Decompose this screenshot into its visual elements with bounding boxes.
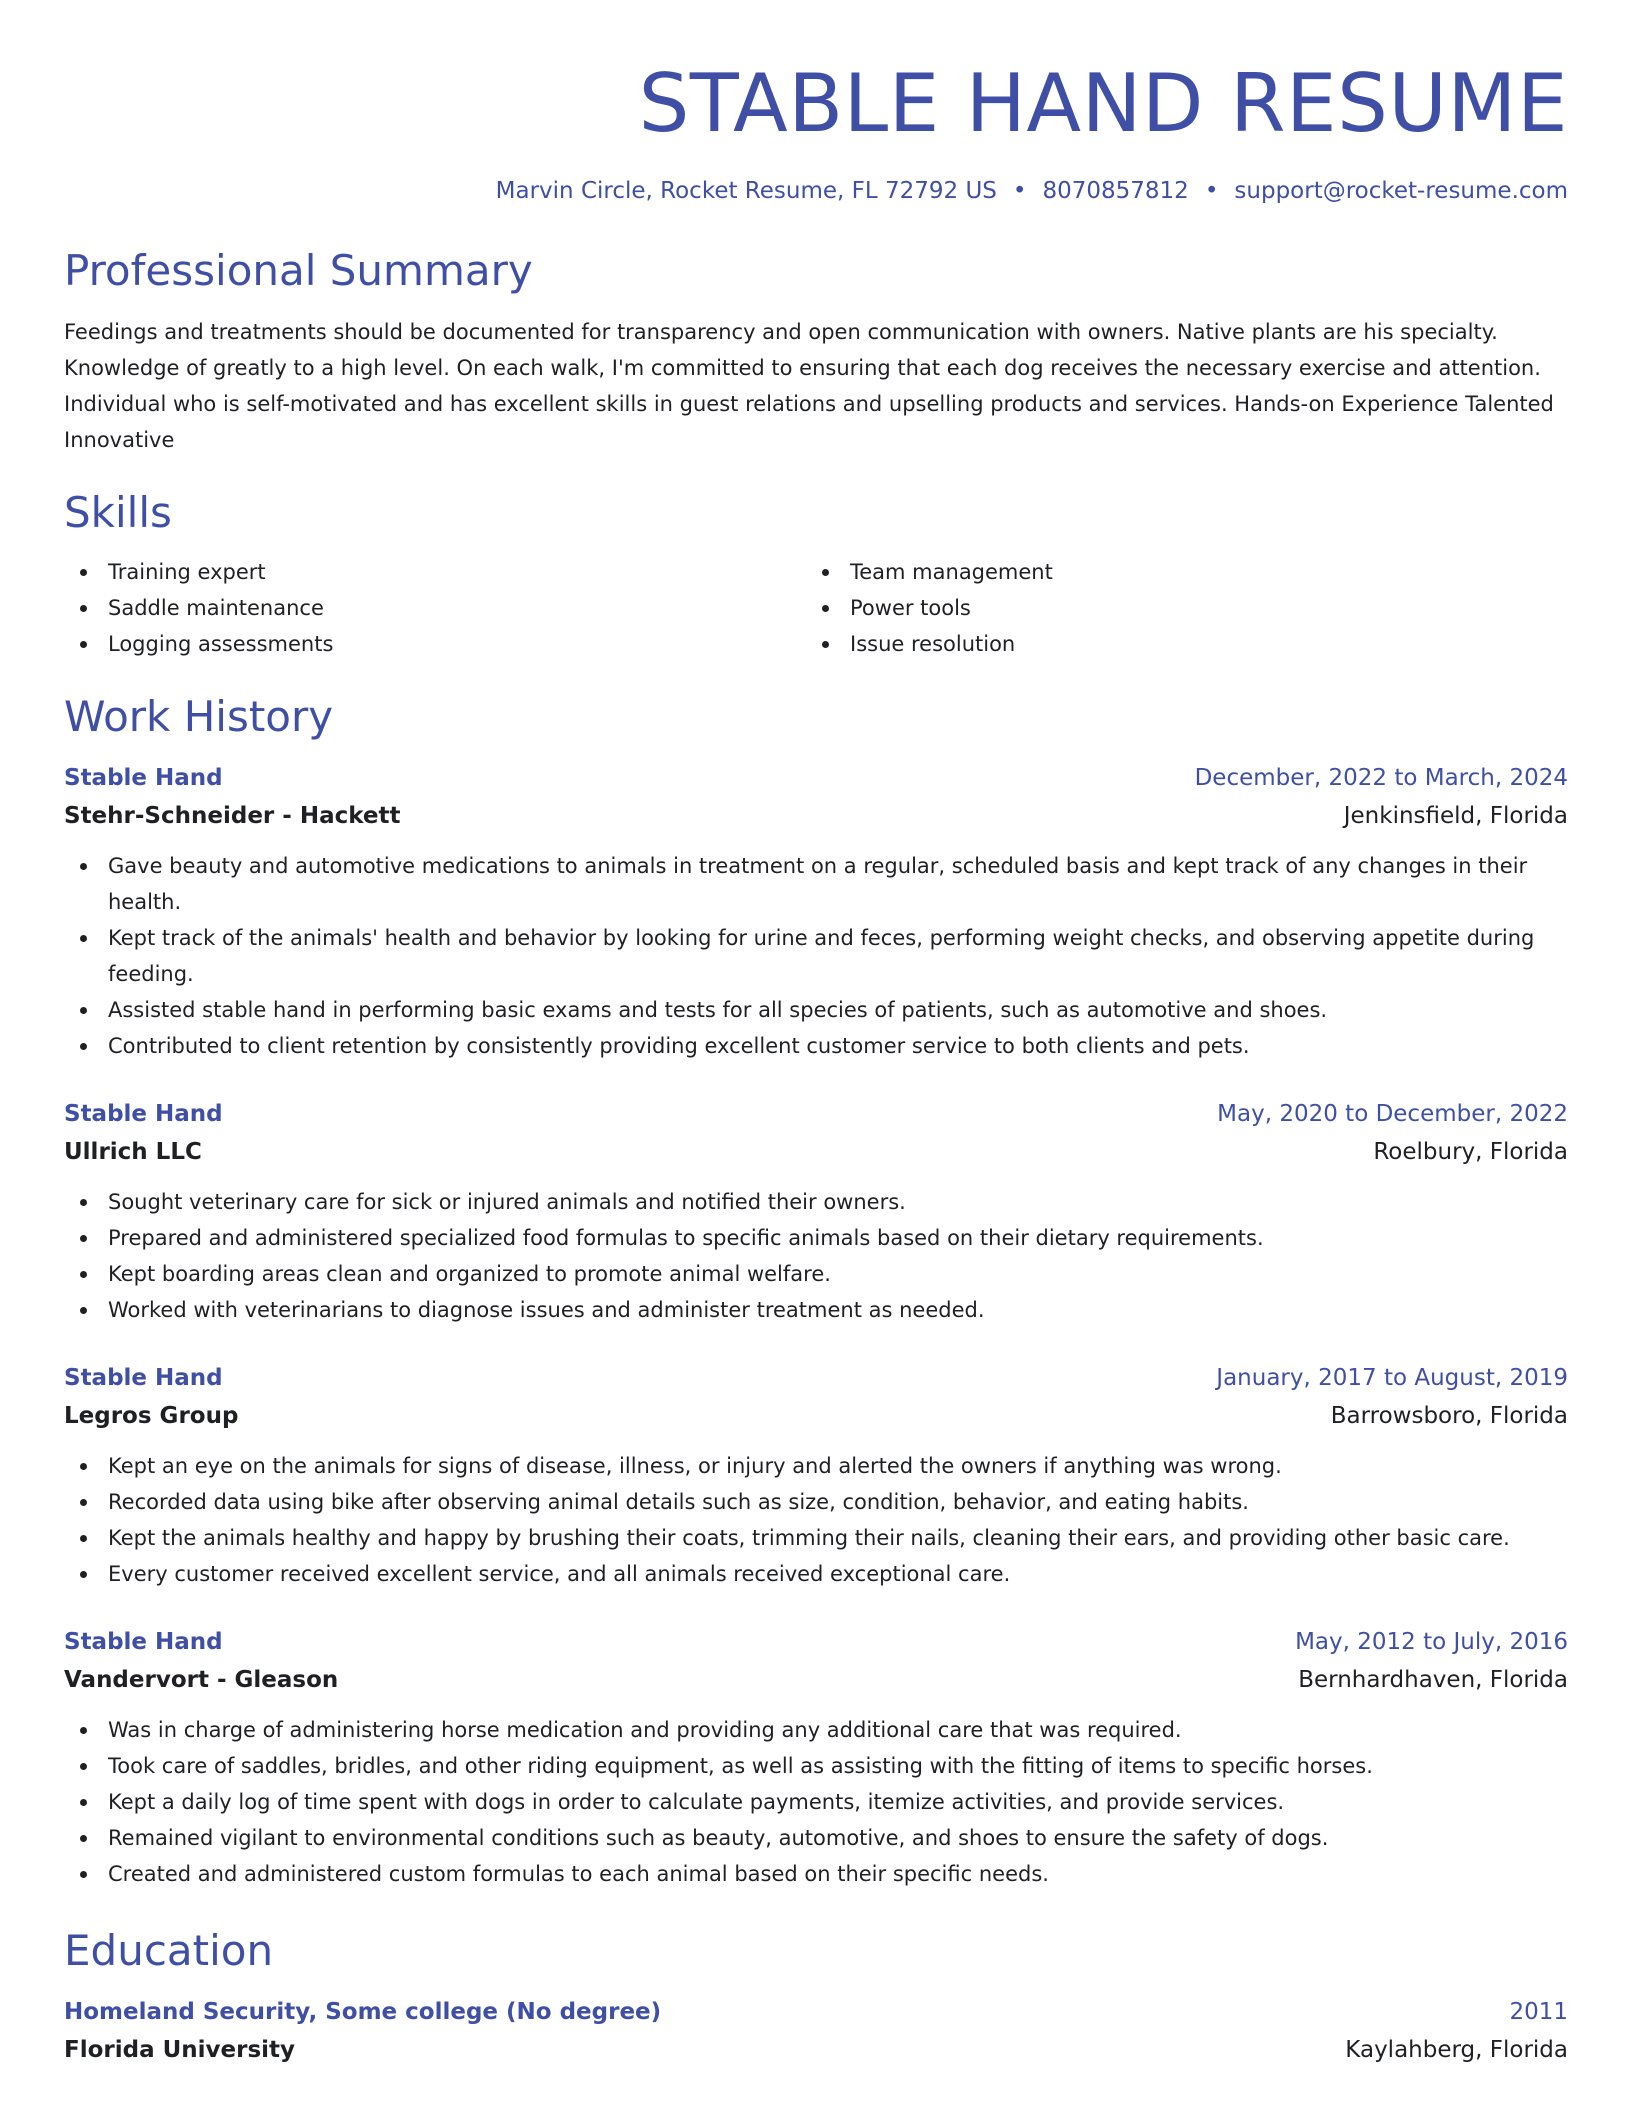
job-bullet: Assisted stable hand in performing basic exams and tests for all species of patients, such as automotive and shoes. <box>64 992 1568 1028</box>
separator: • <box>1204 178 1219 204</box>
skill-item: Issue resolution <box>806 626 1548 662</box>
summary-section <box>64 246 1568 458</box>
job-bullets <box>64 1712 1568 1892</box>
work-history-section <box>64 692 1568 1892</box>
summary-text: Feedings and treatments should be documented for transparency and open communication with owners. Native plants are his specialty. Knowledge of greatly to a high level. On each walk, I'm committed to ensuring that each dog receives the necessary exercise and attention. Individual who is self-motivated and has excellent skills in guest relations and upselling products and services. Hands-on Experience Talented Innovative <box>64 320 1554 452</box>
skills-grid <box>64 554 1568 662</box>
skill-item: Training expert <box>64 554 806 590</box>
company-name: Stehr-Schneider - Hackett <box>64 803 401 829</box>
job-dates: January, 2017 to August, 2019 <box>1216 1365 1568 1391</box>
job-dates: May, 2012 to July, 2016 <box>1295 1629 1568 1655</box>
skill-item: Team management <box>806 554 1548 590</box>
graduation-year: 2011 <box>1509 1999 1568 2025</box>
degree: Homeland Security, Some college (No degree) <box>64 1999 662 2025</box>
job-bullet: Kept an eye on the animals for signs of disease, illness, or injury and alerted the owners if anything was wrong. <box>64 1448 1568 1484</box>
skills-column-left <box>64 554 806 662</box>
contact-line <box>64 176 1568 206</box>
company-name: Vandervort - Gleason <box>64 1667 339 1693</box>
email: support@rocket-resume.com <box>1234 178 1568 204</box>
job-title: Stable Hand <box>64 1629 223 1655</box>
education-entry <box>64 1994 1568 2070</box>
job-title: Stable Hand <box>64 1101 223 1127</box>
job-bullet: Sought veterinary care for sick or injured animals and notified their owners. <box>64 1184 1568 1220</box>
job-dates: May, 2020 to December, 2022 <box>1217 1101 1568 1127</box>
job-dates: December, 2022 to March, 2024 <box>1194 765 1568 791</box>
job-entry <box>64 760 1568 1064</box>
job-entry <box>64 1360 1568 1592</box>
job-entry <box>64 1096 1568 1328</box>
job-bullets <box>64 1184 1568 1328</box>
school-name: Florida University <box>64 2037 296 2063</box>
job-bullet: Kept track of the animals' health and behavior by looking for urine and feces, performing weight checks, and observing appetite during feeding. <box>64 920 1568 992</box>
skill-item: Power tools <box>806 590 1548 626</box>
separator: • <box>1012 178 1027 204</box>
job-bullet: Every customer received excellent service, and all animals received exceptional care. <box>64 1556 1568 1592</box>
job-bullet: Was in charge of administering horse medication and providing any additional care that was required. <box>64 1712 1568 1748</box>
job-entry <box>64 1624 1568 1892</box>
skills-heading: Skills <box>64 488 172 537</box>
address: Marvin Circle, Rocket Resume, FL 72792 US <box>495 178 997 204</box>
job-location: Barrowsboro, Florida <box>1330 1403 1568 1429</box>
job-bullet: Kept the animals healthy and happy by brushing their coats, trimming their nails, cleaning their ears, and providing other basic care. <box>64 1520 1568 1556</box>
school-location: Kaylahberg, Florida <box>1345 2037 1568 2063</box>
job-bullet: Remained vigilant to environmental conditions such as beauty, automotive, and shoes to ensure the safety of dogs. <box>64 1820 1568 1856</box>
job-location: Jenkinsfield, Florida <box>1343 803 1568 829</box>
job-title: Stable Hand <box>64 1365 223 1391</box>
job-bullet: Worked with veterinarians to diagnose issues and administer treatment as needed. <box>64 1292 1568 1328</box>
job-bullet: Prepared and administered specialized food formulas to specific animals based on their dietary requirements. <box>64 1220 1568 1256</box>
job-bullet: Took care of saddles, bridles, and other riding equipment, as well as assisting with the fitting of items to specific horses. <box>64 1748 1568 1784</box>
job-bullet: Recorded data using bike after observing animal details such as size, condition, behavior, and eating habits. <box>64 1484 1568 1520</box>
company-name: Legros Group <box>64 1403 239 1429</box>
skill-item: Saddle maintenance <box>64 590 806 626</box>
job-location: Roelbury, Florida <box>1373 1139 1568 1165</box>
job-bullet: Kept a daily log of time spent with dogs in order to calculate payments, itemize activities, and provide services. <box>64 1784 1568 1820</box>
education-heading: Education <box>64 1926 274 1975</box>
phone: 8070857812 <box>1042 178 1189 204</box>
company-name: Ullrich LLC <box>64 1139 202 1165</box>
skills-column-right <box>806 554 1548 662</box>
skills-section <box>64 488 1568 662</box>
job-location: Bernhardhaven, Florida <box>1298 1667 1568 1693</box>
job-bullet: Gave beauty and automotive medications to animals in treatment on a regular, scheduled basis and kept track of any changes in their health. <box>64 848 1568 920</box>
job-bullets <box>64 1448 1568 1592</box>
work-history-heading: Work History <box>64 692 334 741</box>
job-bullet: Kept boarding areas clean and organized to promote animal welfare. <box>64 1256 1568 1292</box>
job-bullets <box>64 848 1568 1064</box>
summary-heading: Professional Summary <box>64 246 533 295</box>
job-bullet: Contributed to client retention by consistently providing excellent customer service to both clients and pets. <box>64 1028 1568 1064</box>
job-bullet: Created and administered custom formulas to each animal based on their specific needs. <box>64 1856 1568 1892</box>
skill-item: Logging assessments <box>64 626 806 662</box>
education-section <box>64 1926 1568 2070</box>
resume-title: STABLE HAND RESUME <box>638 57 1568 150</box>
job-title: Stable Hand <box>64 765 223 791</box>
